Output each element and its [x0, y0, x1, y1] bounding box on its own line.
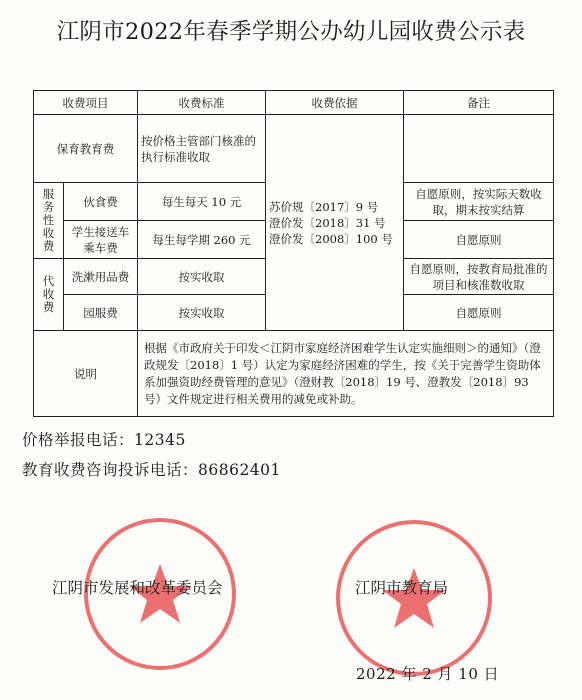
price-hotline: 价格举报电话：12345: [22, 431, 186, 449]
row-meal-standard: 每生每天 10 元: [138, 183, 266, 221]
basis-cell: [266, 115, 404, 331]
service-group-label: [34, 183, 64, 259]
row-meal-name: 伙食费: [64, 183, 138, 221]
org-right-name: 江阴市教育局: [355, 579, 449, 597]
row-uniform-note: 自愿原则: [404, 295, 554, 331]
basis-line: 澄价发〔2008〕100 号: [269, 231, 393, 246]
row-meal-note: 自愿原则，按实际天数收取，期末按实结算: [404, 183, 554, 221]
header-standard: 收费标准: [138, 91, 266, 115]
row-bus-standard: 每生每学期 260 元: [138, 221, 266, 259]
table-header-row: [34, 91, 554, 115]
explain-text: 根据《市政府关于印发＜江阴市家庭经济困难学生认定实施细则＞的通知》（澄政规发〔2018〕1 号）认定为家庭经济困难的学生，按《关于完善学生资助体系加强资助经费管理的意见》（澄财教〔2018〕19 号、澄教发〔2018〕93 号）文件规定进行相关费用的减免或补助。: [138, 331, 554, 417]
header-note: 备注: [404, 91, 554, 115]
table-row: [34, 115, 554, 183]
issue-date: 2022 年 2 月 10 日: [356, 665, 500, 683]
agent-group-label: [34, 259, 64, 331]
header-item: 收费项目: [34, 91, 138, 115]
fee-table: [33, 90, 554, 417]
explain-label: 说明: [34, 331, 138, 417]
row-bus-note: 自愿原则: [404, 221, 554, 259]
service-group-text: 服务性收费: [42, 187, 55, 253]
row-uniform-name: 园服费: [64, 295, 138, 331]
row-uniform-standard: 按实收取: [138, 295, 266, 331]
seal-right-graphic: [340, 524, 488, 672]
row-baoyu-standard: 按价格主管部门核准的执行标准收取: [138, 115, 266, 183]
page-title: 江阴市2022年春季学期公办幼儿园收费公示表: [56, 19, 526, 45]
row-bus-name: 学生接送车乘车费: [64, 221, 138, 259]
agent-group-text: 代收费: [42, 274, 55, 314]
seal-right: [336, 520, 492, 676]
row-wash-standard: 按实收取: [138, 259, 266, 295]
edu-hotline: 教育收费咨询投诉电话：86862401: [22, 461, 281, 479]
row-wash-name: 洗漱用品费: [64, 259, 138, 295]
table-row: [34, 331, 554, 417]
header-basis: 收费依据: [266, 91, 404, 115]
row-wash-note: 自愿原则，按教育局批准的项目和核准数收取: [404, 259, 554, 295]
basis-line: 澄价发〔2018〕31 号: [269, 215, 386, 230]
row-baoyu-note: [404, 115, 554, 183]
org-left-name: 江阴市发展和改革委员会: [52, 579, 223, 597]
basis-line: 苏价规〔2017〕9 号: [269, 199, 379, 214]
row-baoyu-name: 保育教育费: [34, 115, 138, 183]
